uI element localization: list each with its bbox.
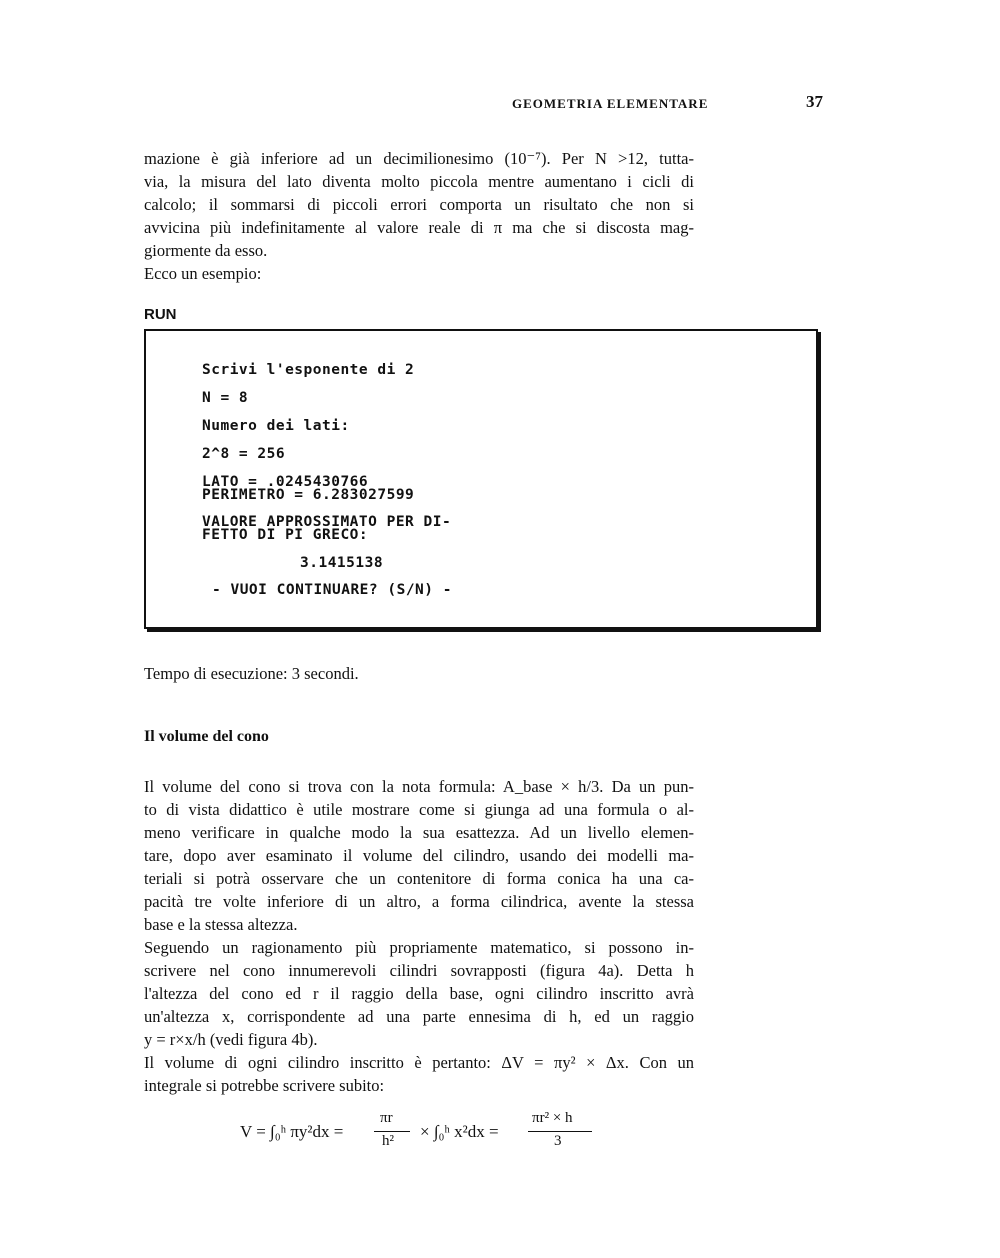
intro-paragraph	[144, 147, 694, 285]
terminal-prompt: Scrivi l'esponente di 2	[202, 362, 415, 378]
formula-frac2-numerator: πr² × h	[532, 1110, 573, 1126]
terminal-approx-line1: VALORE APPROSSIMATO PER DI-	[202, 514, 452, 530]
text-line: giormente da esso.	[144, 241, 268, 260]
terminal-side: LATO = .0245430766	[202, 474, 369, 490]
terminal-approx-line2: FETTO DI PI GRECO:	[202, 527, 369, 543]
page-number: 37	[806, 92, 823, 111]
text-line: scrivere nel cono innumerevoli cilindri sovrapposti (figura 4a). Detta h	[144, 961, 694, 980]
text-line: y = r×x/h (vedi figura 4b).	[144, 1030, 318, 1049]
terminal-n-value: N = 8	[202, 390, 249, 406]
formula-middle: × ∫₀ʰ x²dx =	[420, 1122, 499, 1141]
text-line: Il volume del cono si trova con la nota formula: A_base × h/3. Da un pun-	[144, 777, 694, 796]
integral-formula	[240, 1110, 620, 1154]
text-line: integrale si potrebbe scrivere subito:	[144, 1076, 385, 1095]
text-line: via, la misura del lato diventa molto piccola mentre aumentano i cicli di	[144, 172, 694, 191]
text-line: tare, dopo aver esaminato il volume del cilindro, usando dei modelli ma-	[144, 846, 694, 865]
text-line: un'altezza x, corrispondente ad una parte ennesima di h, ed un raggio	[144, 1007, 694, 1026]
text-line: Seguendo un ragionamento più propriamente matematico, si possono in-	[144, 938, 694, 957]
run-label: RUN	[144, 306, 177, 323]
text-line: calcolo; il sommarsi di piccoli errori comporta un risultato che non si	[144, 195, 694, 214]
terminal-perimeter: PERIMETRO = 6.283027599	[202, 487, 415, 503]
text-line: mazione è già inferiore ad un decimilionesimo (10⁻⁷). Per N >12, tutta-	[144, 149, 694, 168]
fraction-bar	[374, 1131, 410, 1132]
text-line: avvicina più indefinitamente al valore reale di π ma che si discosta mag-	[144, 218, 694, 237]
terminal-continue-prompt: - VUOI CONTINUARE? (S/N) -	[212, 582, 452, 598]
text-line: to di vista didattico è utile mostrare come si giunga ad una formula o al-	[144, 800, 694, 819]
formula-frac1-denominator: h²	[382, 1133, 394, 1149]
text-line: teriali si potrà osservare che un contenitore di forma conica ha una ca-	[144, 869, 694, 888]
running-title: GEOMETRIA ELEMENTARE	[512, 96, 709, 111]
text-line: l'altezza del cono ed r il raggio della base, ogni cilindro inscritto avrà	[144, 984, 694, 1003]
text-line: meno verificare in qualche modo la sua esattezza. Ad un livello elemen-	[144, 823, 694, 842]
terminal-power: 2^8 = 256	[202, 446, 286, 462]
formula-frac1-numerator: πr	[380, 1110, 393, 1126]
terminal-sides-label: Numero dei lati:	[202, 418, 350, 434]
formula-lhs: V = ∫₀ʰ πy²dx =	[240, 1122, 344, 1141]
section-heading: Il volume del cono	[144, 728, 269, 745]
terminal-output-box	[144, 329, 818, 629]
text-line: pacità tre volte inferiore di un altro, a forma cilindrica, avente la stessa	[144, 892, 694, 911]
text-line: base e la stessa altezza.	[144, 915, 298, 934]
timing-note: Tempo di esecuzione: 3 secondi.	[144, 664, 359, 683]
fraction-bar	[528, 1131, 592, 1132]
cone-paragraph-1	[144, 775, 694, 1097]
formula-frac2-denominator: 3	[554, 1133, 562, 1149]
terminal-pi-value: 3.1415138	[300, 555, 384, 571]
example-line: Ecco un esempio:	[144, 264, 262, 283]
text-line: Il volume di ogni cilindro inscritto è pertanto: ΔV = πy² × Δx. Con un	[144, 1053, 694, 1072]
